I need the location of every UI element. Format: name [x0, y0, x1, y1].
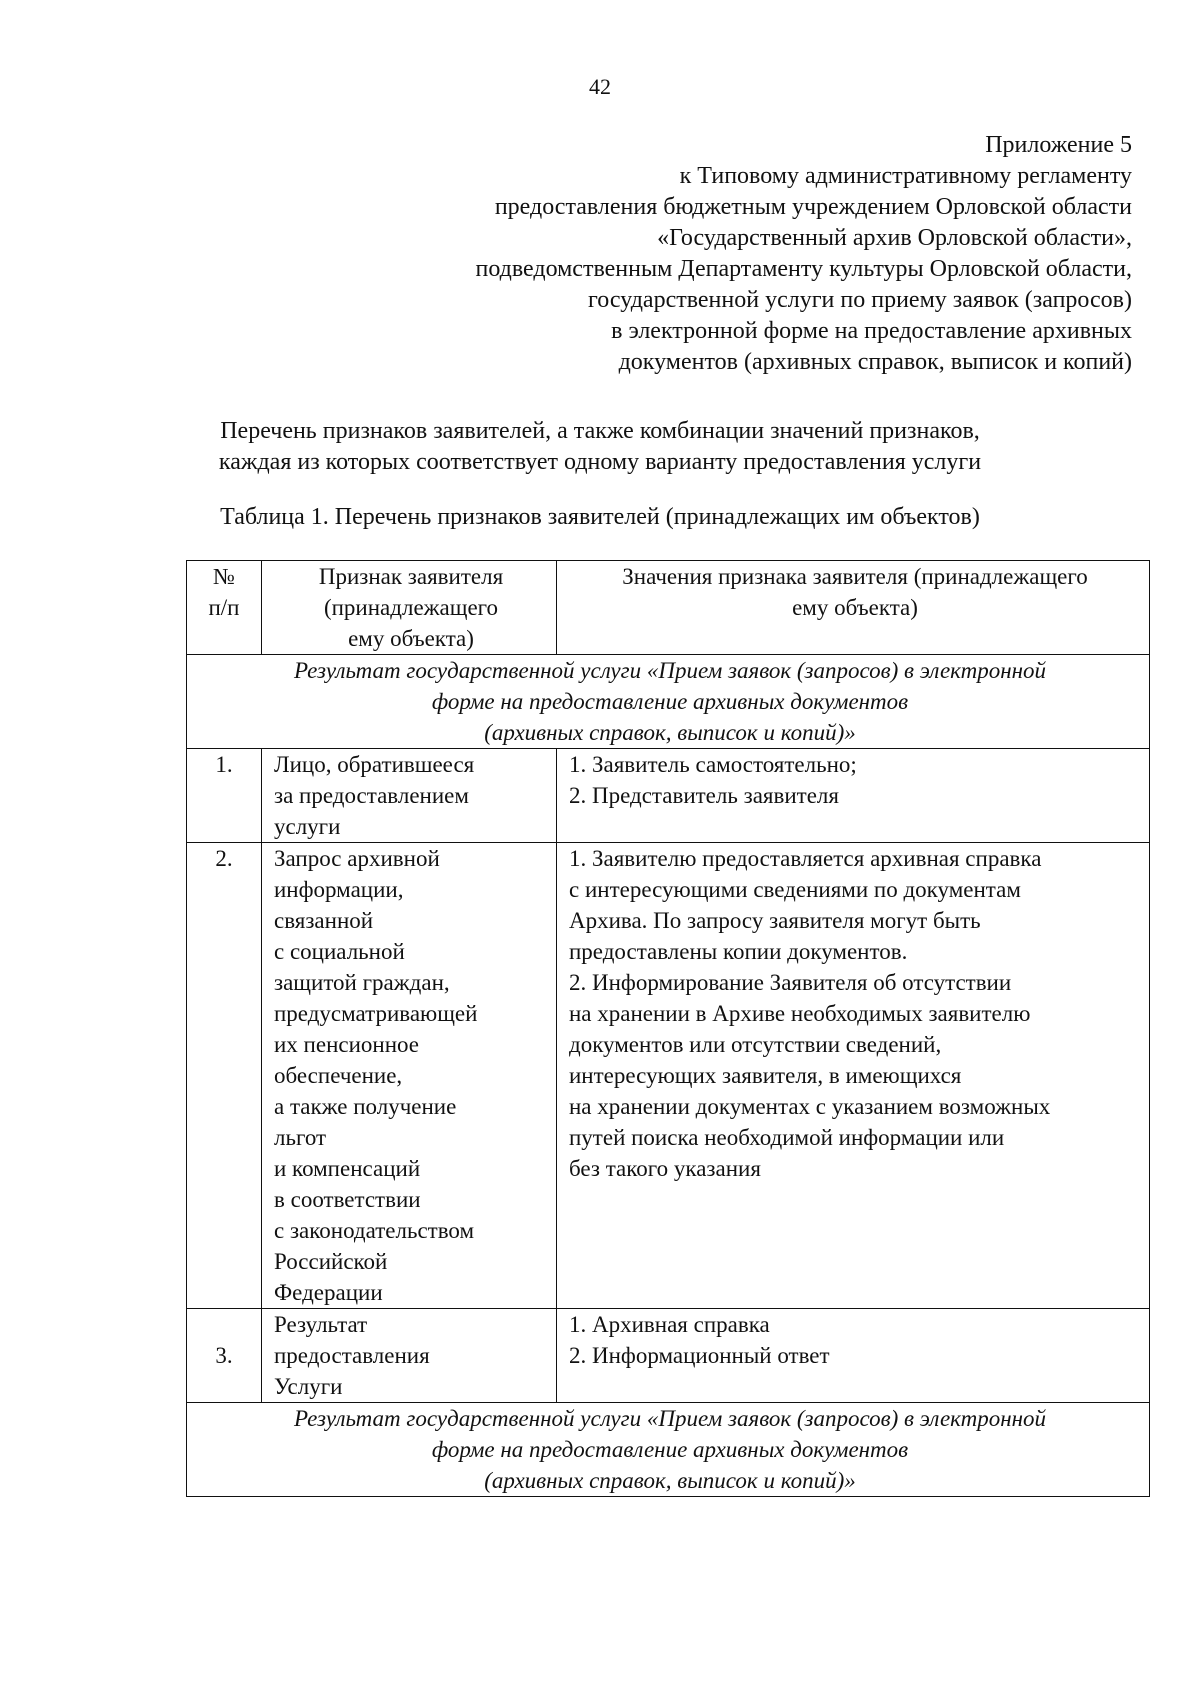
header-values-line: Значения признака заявителя (принадлежащего — [622, 564, 1088, 589]
value-line: документов или отсутствии сведений, — [569, 1032, 942, 1057]
feature-line: Российской — [274, 1249, 388, 1274]
feature-line: Услуги — [274, 1374, 343, 1399]
result-line: Результат государственной услуги «Прием заявок (запросов) в электронной — [293, 1406, 1047, 1431]
header-num-line: № — [213, 564, 235, 589]
table-row — [187, 843, 1150, 1309]
feature-line: защитой граждан, — [274, 970, 450, 995]
feature-line: льгот — [274, 1125, 327, 1150]
value-line: 1. Заявитель самостоятельно; — [569, 752, 857, 777]
header-feature-line: Признак заявителя — [318, 564, 504, 589]
feature-line: Результат — [274, 1312, 368, 1337]
header-feature-line: (принадлежащего — [323, 595, 499, 620]
result-line: Результат государственной услуги «Прием заявок (запросов) в электронной — [293, 658, 1047, 683]
row-num-cell: 1. — [187, 749, 262, 843]
table-row — [187, 749, 1150, 843]
row-num-cell: 3. — [187, 1309, 262, 1403]
value-line: путей поиска необходимой информации или — [569, 1125, 1005, 1150]
list-title-line: Перечень признаков заявителей, а также комбинации значений признаков, — [220, 418, 980, 444]
feature-line: с социальной — [274, 939, 405, 964]
value-line: 2. Информационный ответ — [569, 1343, 830, 1368]
header-feature-cell — [262, 561, 557, 655]
appendix-line: Приложение 5 — [985, 132, 1132, 158]
feature-line: и компенсаций — [274, 1156, 421, 1181]
value-line: интересующих заявителя, в имеющихся — [569, 1063, 962, 1088]
value-line: Архива. По запросу заявителя могут быть — [569, 908, 981, 933]
value-line: 1. Заявителю предоставляется архивная справка — [569, 846, 1042, 871]
appendix-line: подведомственным Департаменту культуры Орловской области, — [475, 256, 1132, 282]
appendix-line: государственной услуги по приему заявок (запросов) — [588, 287, 1132, 313]
row-values-cell — [557, 843, 1150, 1309]
row-values-cell — [557, 749, 1150, 843]
feature-line: Федерации — [274, 1280, 383, 1305]
table-header-row — [187, 561, 1150, 655]
result-row — [187, 655, 1150, 749]
feature-line: предоставления — [274, 1343, 430, 1368]
value-line: 1. Архивная справка — [569, 1312, 770, 1337]
value-line: на хранении документах с указанием возможных — [569, 1094, 1051, 1119]
header-values-line: ему объекта) — [792, 595, 918, 620]
header-values-cell — [557, 561, 1150, 655]
appendix-line: к Типовому административному регламенту — [679, 163, 1132, 189]
list-title — [0, 416, 1200, 478]
row-feature-cell — [262, 1309, 557, 1403]
feature-line: связанной — [274, 908, 374, 933]
value-line: 2. Информирование Заявителя об отсутствии — [569, 970, 1012, 995]
row-feature-cell — [262, 843, 557, 1309]
row-values-cell — [557, 1309, 1150, 1403]
feature-line: в соответствии — [274, 1187, 421, 1212]
row-num-cell: 2. — [187, 843, 262, 1309]
appendix-line: документов (архивных справок, выписок и копий) — [618, 349, 1132, 375]
row-feature-cell — [262, 749, 557, 843]
result-row — [187, 1403, 1150, 1497]
list-title-line: каждая из которых соответствует одному варианту предоставления услуги — [218, 449, 982, 475]
result-line: форме на предоставление архивных документов — [431, 689, 909, 714]
feature-line: с законодательством — [274, 1218, 475, 1243]
table-row — [187, 1309, 1150, 1403]
page-number: 42 — [589, 74, 611, 99]
value-line: на хранении в Архиве необходимых заявителю — [569, 1001, 1031, 1026]
feature-line: а также получение — [274, 1094, 457, 1119]
feature-line: услуги — [274, 814, 341, 839]
value-line: предоставлены копии документов. — [569, 939, 908, 964]
appendix-header — [232, 130, 1132, 378]
feature-line: Запрос архивной — [274, 846, 440, 871]
header-num-cell — [187, 561, 262, 655]
feature-line: предусматривающей — [274, 1001, 478, 1026]
value-line: с интересующими сведениями по документам — [569, 877, 1021, 902]
table-caption: Таблица 1. Перечень признаков заявителей (принадлежащих им объектов) — [220, 504, 980, 530]
result-line: форме на предоставление архивных документов — [431, 1437, 909, 1462]
feature-line: за предоставлением — [274, 783, 469, 808]
appendix-line: в электронной форме на предоставление архивных — [611, 318, 1132, 344]
feature-line: их пенсионное — [274, 1032, 420, 1057]
result-line: (архивных справок, выписок и копий)» — [484, 720, 856, 745]
result-cell — [187, 655, 1150, 749]
feature-line: Лицо, обратившееся — [274, 752, 475, 777]
result-line: (архивных справок, выписок и копий)» — [484, 1468, 856, 1493]
appendix-line: предоставления бюджетным учреждением Орловской области — [494, 194, 1132, 220]
features-table — [186, 560, 1150, 1497]
appendix-line: «Государственный архив Орловской области», — [657, 225, 1132, 251]
value-line: 2. Представитель заявителя — [569, 783, 839, 808]
value-line: без такого указания — [569, 1156, 761, 1181]
feature-line: обеспечение, — [274, 1063, 403, 1088]
header-num-line: п/п — [208, 595, 240, 620]
header-feature-line: ему объекта) — [348, 626, 474, 651]
feature-line: информации, — [274, 877, 404, 902]
result-cell — [187, 1403, 1150, 1497]
